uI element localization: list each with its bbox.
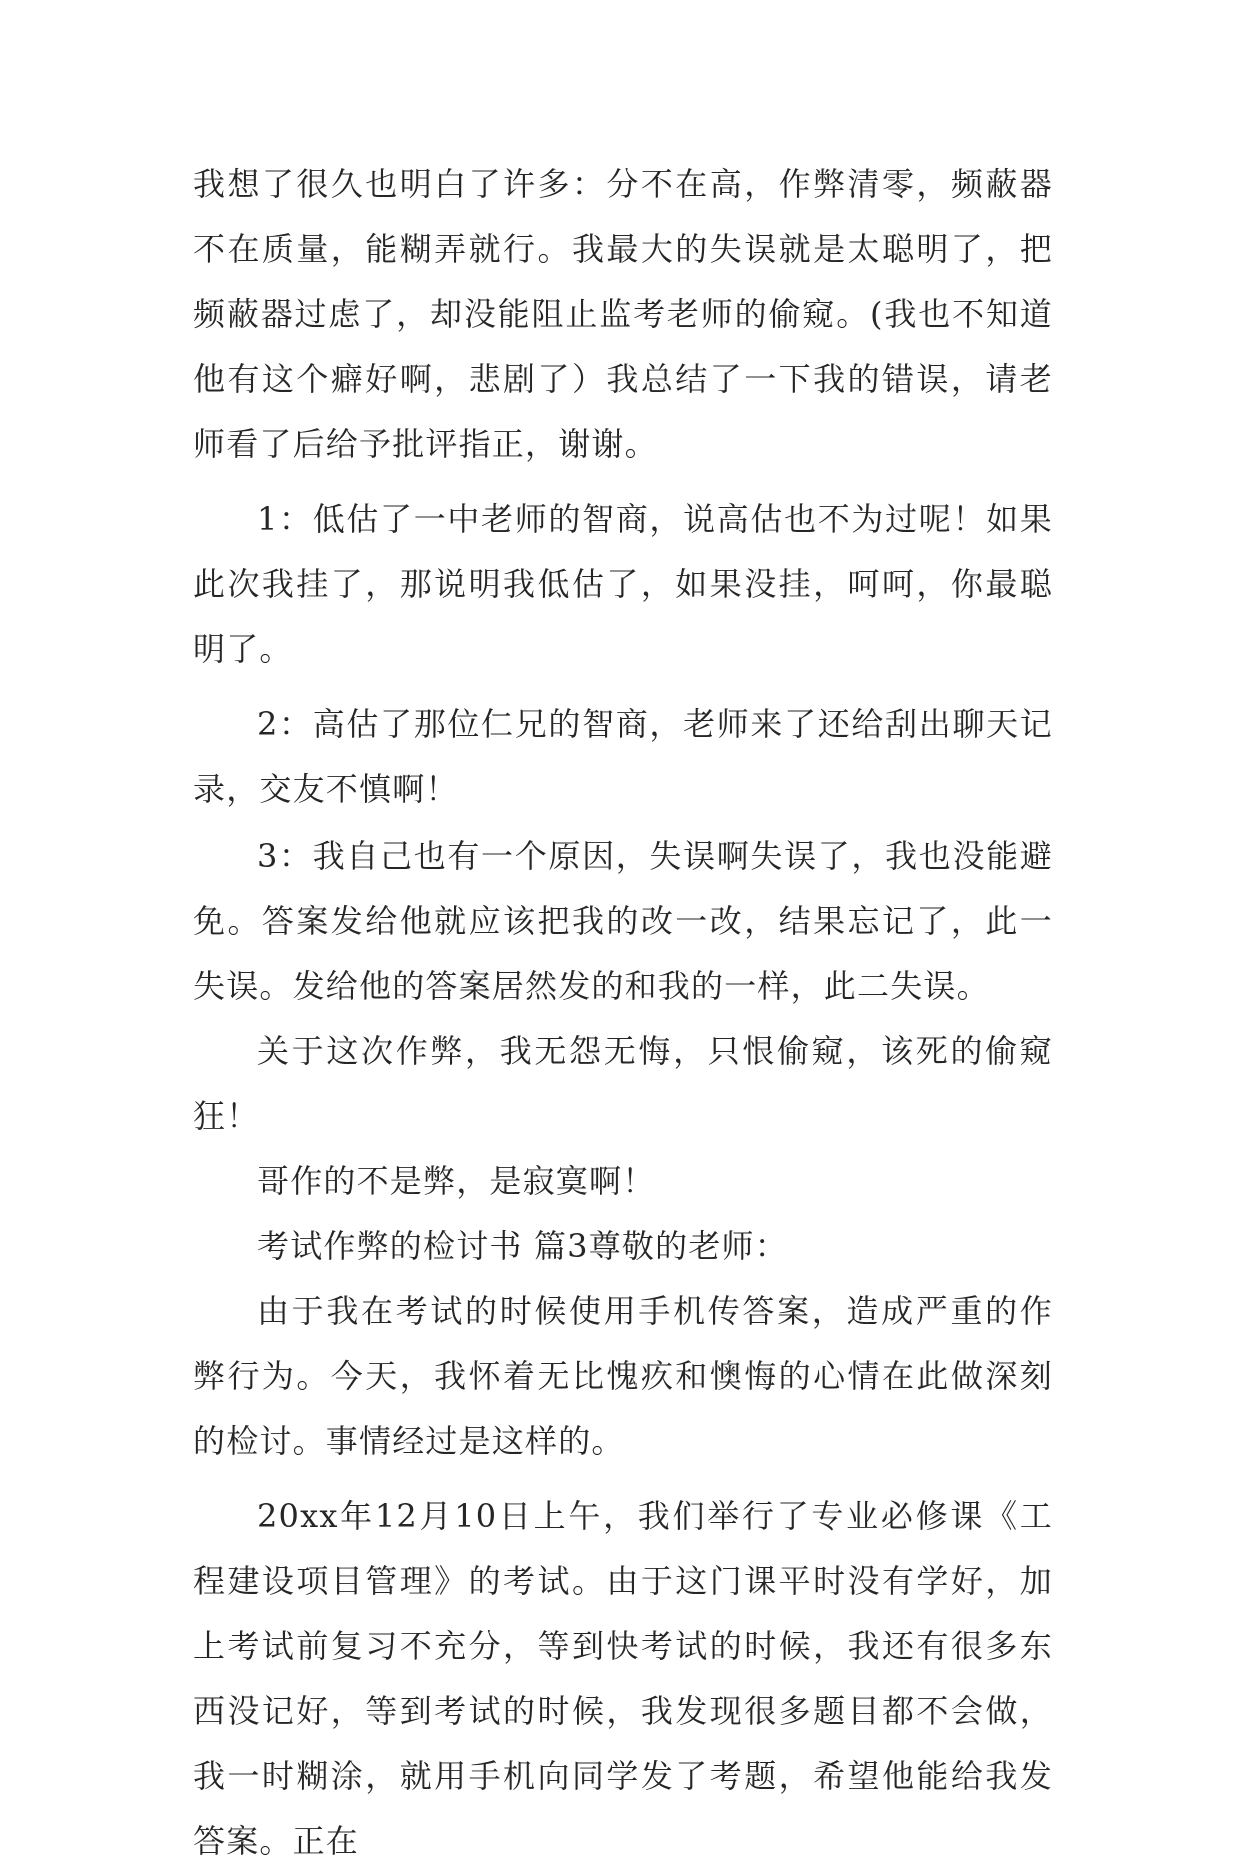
- paragraph-phone-cheating: 由于我在考试的时候使用手机传答案，造成严重的作弊行为。今天，我怀着无比愧疚和懊悔的心情在此做深刻的检讨。事情经过是这样的。: [193, 1292, 1053, 1460]
- paragraph-point-3: 3：我自己也有一个原因，失误啊失误了，我也没能避免。答案发给他就应该把我的改一改，结果忘记了，此一失误。发给他的答案居然发的和我的一样，此二失误。: [193, 837, 1053, 1005]
- paragraph-reflection: 我想了很久也明白了许多：分不在高，作弊清零，频蔽器不在质量，能糊弄就行。我最大的失误就是太聪明了，把频蔽器过虑了，却没能阻止监考老师的偷窥。(我也不知道他有这个癖好啊，悲剧了）我总结了一下我的错误，请老师看了后给予批评指正，谢谢。: [193, 165, 1053, 463]
- paragraph-no-regrets: 关于这次作弊，我无怨无悔，只恨偷窥，该死的偷窥狂！: [193, 1032, 1053, 1135]
- paragraph-lonely: 哥作的不是弊，是寂寞啊！: [257, 1162, 656, 1200]
- paragraph-point-2: 2：高估了那位仁兄的智商，老师来了还给刮出聊天记录，交友不慎啊！: [193, 705, 1053, 808]
- paragraph-exam-details: 20xx年12月10日上午，我们举行了专业必修课《工程建设项目管理》的考试。由于这门课平时没有学好，加上考试前复习不充分，等到快考试的时候，我还有很多东西没记好，等到考试的时候，我发现很多题目都不会做，我一时糊涂，就用手机向同学发了考题，希望他能给我发答案。正在: [193, 1497, 1053, 1860]
- section-heading-part-3: 考试作弊的检讨书 篇3尊敬的老师：: [257, 1227, 788, 1265]
- document-body: [193, 152, 1053, 1874]
- paragraph-point-1: 1：低估了一中老师的智商，说高估也不为过呢！如果此次我挂了，那说明我低估了，如果没挂，呵呵，你最聪明了。: [193, 500, 1053, 668]
